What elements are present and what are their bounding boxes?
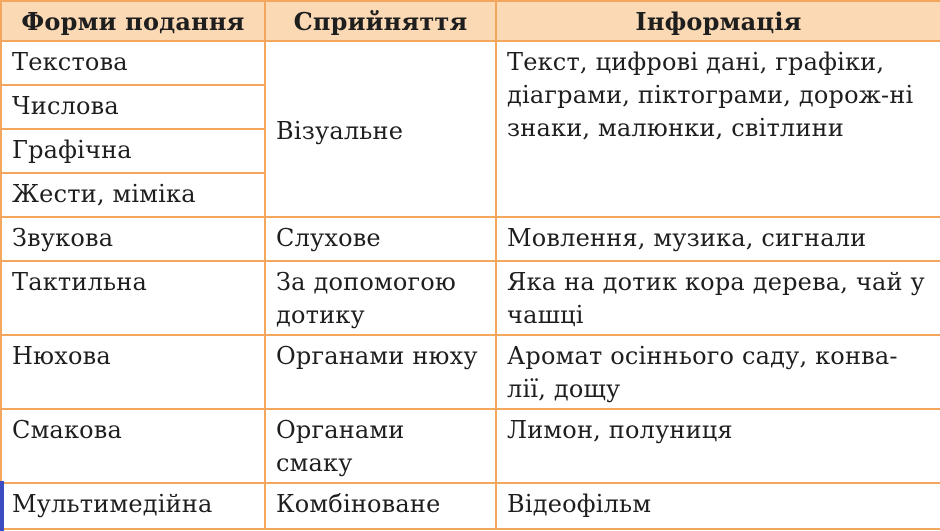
cell-form: Мультимедійна [1, 483, 265, 529]
table-row [1, 41, 940, 85]
table-row [1, 483, 940, 529]
cell-information-visual: Текст, цифрові дані, графіки, діаграми, піктограми, дорож-ні знаки, малюнки, світлини [496, 41, 940, 217]
cell-perception: Органами нюху [265, 335, 496, 409]
cell-perception-visual: Візуальне [265, 41, 496, 217]
header-perception: Сприйняття [265, 1, 496, 41]
cell-form: Текстова [1, 41, 265, 85]
header-information: Інформація [496, 1, 940, 41]
table-row [1, 217, 940, 261]
table-row [1, 409, 940, 483]
cell-perception: Органами смаку [265, 409, 496, 483]
cell-perception: Слухове [265, 217, 496, 261]
table-row [1, 335, 940, 409]
cell-information: Аромат осіннього саду, конва-лії, дощу [496, 335, 940, 409]
cell-form: Жести, міміка [1, 173, 265, 217]
header-forms: Форми подання [1, 1, 265, 41]
table-row [1, 261, 940, 335]
cell-form: Числова [1, 85, 265, 129]
cell-information: Мовлення, музика, сигнали [496, 217, 940, 261]
page-edge-accent [0, 481, 4, 531]
cell-form: Звукова [1, 217, 265, 261]
cell-information: Лимон, полуниця [496, 409, 940, 483]
cell-information: Відеофільм [496, 483, 940, 529]
cell-form: Смакова [1, 409, 265, 483]
cell-perception: Комбіноване [265, 483, 496, 529]
cell-form: Нюхова [1, 335, 265, 409]
cell-information: Яка на дотик кора дерева, чай у чашці [496, 261, 940, 335]
cell-form: Графічна [1, 129, 265, 173]
table-header-row [1, 1, 940, 41]
cell-perception: За допомогою дотику [265, 261, 496, 335]
cell-form: Тактильна [1, 261, 265, 335]
